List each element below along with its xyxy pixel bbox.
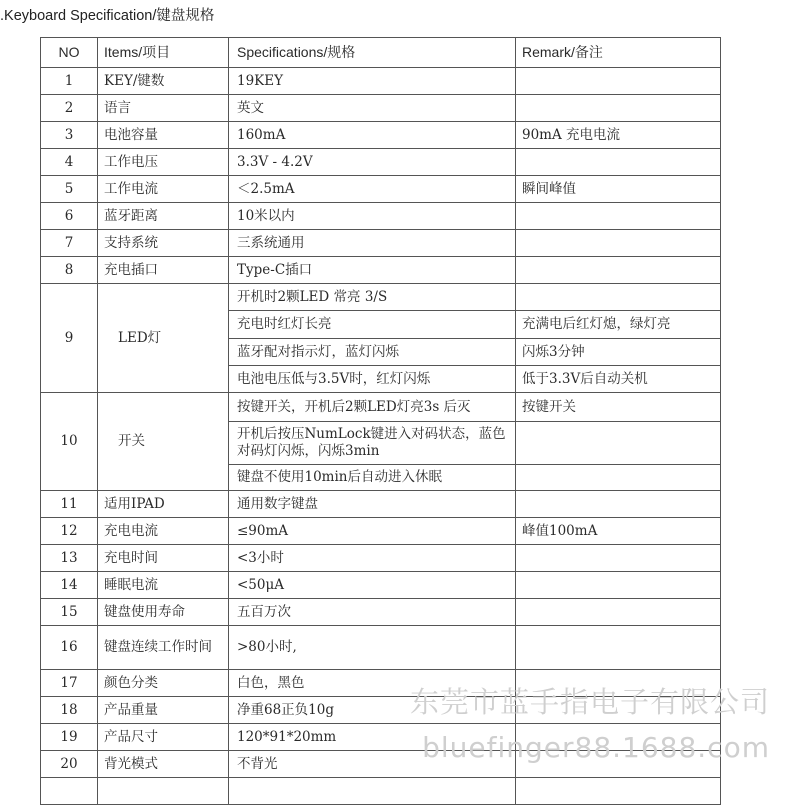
row-spec: 按键开关，开机后2颗LED灯亮3s 后灭 <box>229 393 516 422</box>
row-remark <box>516 257 721 284</box>
row-item: 支持系统 <box>98 230 229 257</box>
table-row <box>41 230 721 257</box>
row-item: 电池容量 <box>98 122 229 149</box>
row-spec: 通用数字键盘 <box>229 491 516 518</box>
row-remark: 按键开关 <box>516 393 721 422</box>
row-item: KEY/键数 <box>98 68 229 95</box>
header-remark: Remark/备注 <box>516 38 721 68</box>
row-remark: 低于3.3V后自动关机 <box>516 366 721 393</box>
table-row <box>41 724 721 751</box>
row-spec: 白色，黑色 <box>229 670 516 697</box>
table-row <box>41 670 721 697</box>
table-row <box>41 68 721 95</box>
row-number: 15 <box>41 599 98 626</box>
row-number: 13 <box>41 545 98 572</box>
table-row <box>41 491 721 518</box>
row-remark: 峰值100mA <box>516 518 721 545</box>
row-spec: 蓝牙配对指示灯，蓝灯闪烁 <box>229 339 516 366</box>
table-row-empty <box>41 778 721 805</box>
row-remark <box>516 95 721 122</box>
row-item: 产品重量 <box>98 697 229 724</box>
table-row <box>41 203 721 230</box>
row-number: 19 <box>41 724 98 751</box>
header-spec: Specifications/规格 <box>229 38 516 68</box>
watermark-company: 东莞市蓝手指电子有限公司 <box>409 685 770 719</box>
table-row <box>41 572 721 599</box>
row-remark <box>516 465 721 491</box>
row-spec: 不背光 <box>229 751 516 778</box>
table-row <box>41 545 721 572</box>
row-number: 20 <box>41 751 98 778</box>
table-row <box>41 176 721 203</box>
row-spec: 160mA <box>229 122 516 149</box>
row-remark <box>516 68 721 95</box>
row-remark <box>516 149 721 176</box>
row-spec: >80小时, <box>229 626 516 670</box>
row-number: 11 <box>41 491 98 518</box>
row-remark: 90mA 充电电流 <box>516 122 721 149</box>
row-number: 12 <box>41 518 98 545</box>
header-no: NO <box>41 38 98 68</box>
row-item: 充电电流 <box>98 518 229 545</box>
row-item: 充电时间 <box>98 545 229 572</box>
row-number: 10 <box>41 393 98 491</box>
row-number: 5 <box>41 176 98 203</box>
table-row <box>41 626 721 670</box>
row-number: 3 <box>41 122 98 149</box>
row-number: 7 <box>41 230 98 257</box>
row-spec: 英文 <box>229 95 516 122</box>
row-spec: Type-C插口 <box>229 257 516 284</box>
row-spec: ≤90mA <box>229 518 516 545</box>
row-spec: 开机时2颗LED 常亮 3/S <box>229 284 516 311</box>
row-spec: ＜2.5mA <box>229 176 516 203</box>
row-remark: 闪烁3分钟 <box>516 339 721 366</box>
row-remark <box>516 724 721 751</box>
row-item: 充电插口 <box>98 257 229 284</box>
empty-cell <box>41 778 98 805</box>
row-number: 9 <box>41 284 98 393</box>
row-item: 键盘使用寿命 <box>98 599 229 626</box>
row-spec: 开机后按压NumLock键进入对码状态，蓝色对码灯闪烁，闪烁3min <box>229 422 516 465</box>
row-item: LED灯 <box>98 284 229 393</box>
row-item: 语言 <box>98 95 229 122</box>
row-item: 产品尺寸 <box>98 724 229 751</box>
row-spec: 净重68正负10g <box>229 697 516 724</box>
row-remark: 瞬间峰值 <box>516 176 721 203</box>
row-number: 1 <box>41 68 98 95</box>
header-item: Items/项目 <box>98 38 229 68</box>
document-title: .Keyboard Specification/键盘规格 <box>0 8 215 24</box>
table-row <box>41 751 721 778</box>
row-spec: 10米以内 <box>229 203 516 230</box>
table-row <box>41 599 721 626</box>
row-spec: 电池电压低与3.5V时，红灯闪烁 <box>229 366 516 393</box>
row-spec: <3小时 <box>229 545 516 572</box>
table-row <box>41 257 721 284</box>
empty-cell <box>98 778 229 805</box>
row-item: 睡眠电流 <box>98 572 229 599</box>
row-item: 工作电流 <box>98 176 229 203</box>
table-row <box>41 284 721 311</box>
row-remark <box>516 572 721 599</box>
row-item: 开关 <box>98 393 229 491</box>
header-row <box>41 38 721 68</box>
row-item: 蓝牙距离 <box>98 203 229 230</box>
row-number: 18 <box>41 697 98 724</box>
row-item: 键盘连续工作时间 <box>98 626 229 670</box>
row-spec: 19KEY <box>229 68 516 95</box>
row-item: 背光模式 <box>98 751 229 778</box>
table-row <box>41 518 721 545</box>
table-row <box>41 95 721 122</box>
row-remark <box>516 697 721 724</box>
row-number: 4 <box>41 149 98 176</box>
row-item: 适用IPAD <box>98 491 229 518</box>
row-number: 16 <box>41 626 98 670</box>
row-number: 2 <box>41 95 98 122</box>
row-remark <box>516 230 721 257</box>
table-row <box>41 697 721 724</box>
row-spec: 键盘不使用10min后自动进入休眠 <box>229 465 516 491</box>
row-spec: 3.3V - 4.2V <box>229 149 516 176</box>
row-remark <box>516 670 721 697</box>
watermark-url: bluefinger88.1688.com <box>422 731 770 764</box>
row-remark <box>516 626 721 670</box>
table-row <box>41 393 721 422</box>
row-remark <box>516 203 721 230</box>
table-row <box>41 149 721 176</box>
spec-table <box>40 37 721 805</box>
empty-cell <box>229 778 516 805</box>
row-spec: <50μA <box>229 572 516 599</box>
empty-cell <box>516 778 721 805</box>
row-number: 6 <box>41 203 98 230</box>
row-remark: 充满电后红灯熄，绿灯亮 <box>516 311 721 339</box>
row-remark <box>516 284 721 311</box>
row-spec: 三系统通用 <box>229 230 516 257</box>
row-number: 17 <box>41 670 98 697</box>
row-spec: 120*91*20mm <box>229 724 516 751</box>
row-remark <box>516 422 721 465</box>
row-remark <box>516 491 721 518</box>
row-spec: 充电时红灯长亮 <box>229 311 516 339</box>
row-spec: 五百万次 <box>229 599 516 626</box>
row-remark <box>516 545 721 572</box>
row-item: 工作电压 <box>98 149 229 176</box>
row-number: 8 <box>41 257 98 284</box>
row-remark <box>516 599 721 626</box>
row-item: 颜色分类 <box>98 670 229 697</box>
row-remark <box>516 751 721 778</box>
row-number: 14 <box>41 572 98 599</box>
table-row <box>41 122 721 149</box>
